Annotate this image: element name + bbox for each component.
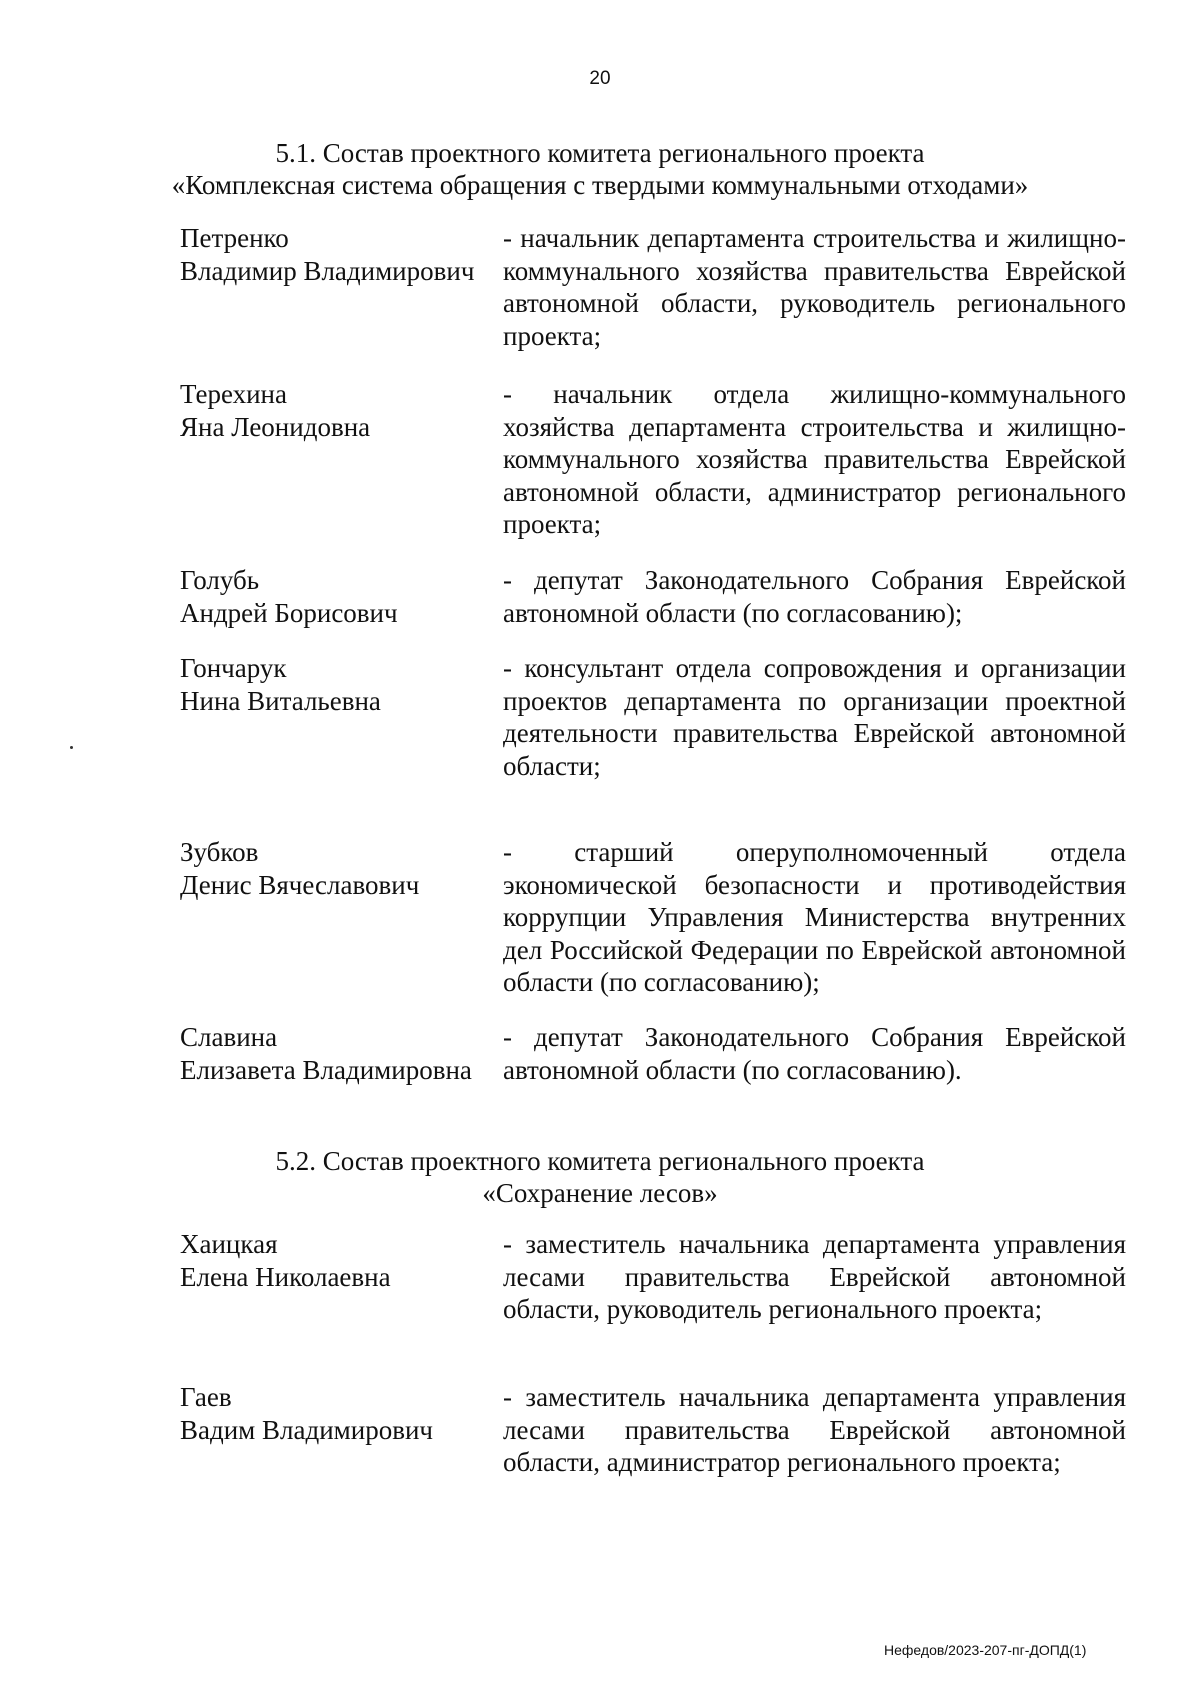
section-heading-project-title: «Комплексная система обращения с твердыми коммунальными отходами» [171,170,1029,200]
member-name [180,1228,510,1293]
scan-speck [70,746,73,749]
member-given-names: Денис Вячеславович [180,869,420,900]
section-heading-line: 5.2. Состав проектного комитета регионального проекта [275,1146,925,1176]
member-given-names: Яна Леонидовна [180,411,371,442]
member-name [180,652,510,717]
member-given-names: Владимир Владимирович [180,255,475,286]
page-number: 20 [589,68,611,89]
member-given-names: Нина Витальевна [180,685,381,716]
member-name [180,222,510,287]
member-name [180,378,510,443]
member-given-names: Елизавета Владимировна [180,1054,472,1085]
member-given-names: Андрей Борисович [180,597,398,628]
member-surname: Зубков [180,837,259,867]
member-surname: Хаицкая [180,1229,278,1259]
section-heading [120,137,1080,201]
member-role: - заместитель начальника департамента управления лесами правительства Еврейской автономной области, руководитель регионального проекта; [503,1229,1126,1324]
member-role: - старший оперуполномоченный отдела экономической безопасности и противодействия коррупции Управления Министерства внутренних дел Российской Федерации по Еврейской автономной области (по согласованию); [503,837,1126,997]
member-name [180,836,510,901]
member-role: - начальник департамента строительства и жилищно-коммунального хозяйства правительства Еврейской автономной области, руководитель регионального проекта; [503,223,1126,351]
member-role: - консультант отдела сопровождения и организации проектов департамента по организации проектной деятельности правительства Еврейской автономной области; [503,653,1126,781]
section-heading-line: 5.1. Состав проектного комитета регионального проекта [275,138,925,168]
member-surname: Терехина [180,379,287,409]
member-given-names: Елена Николаевна [180,1261,391,1292]
member-role: - заместитель начальника департамента управления лесами правительства Еврейской автономной области, администратор регионального проекта; [503,1382,1126,1477]
member-name [180,1021,510,1086]
member-name [180,1381,510,1446]
member-surname: Славина [180,1022,278,1052]
member-role: - депутат Законодательного Собрания Еврейской автономной области (по согласованию); [503,565,1126,628]
member-role: - депутат Законодательного Собрания Еврейской автономной области (по согласованию). [503,1022,1126,1085]
member-surname: Гаев [180,1382,232,1412]
member-surname: Гончарук [180,653,287,683]
member-surname: Петренко [180,223,289,253]
member-surname: Голубь [180,565,260,595]
section-heading [120,1145,1080,1209]
section-heading-project-title: «Сохранение лесов» [482,1178,718,1208]
member-name [180,564,510,629]
document-reference-code: Нефедов/2023-207-пг-ДОПД(1) [884,1642,1087,1658]
member-role: - начальник отдела жилищно-коммунального хозяйства департамента строительства и жилищно-коммунального хозяйства правительства Еврейской автономной области, администратор регионального проекта; [503,379,1126,539]
member-given-names: Вадим Владимирович [180,1414,433,1445]
